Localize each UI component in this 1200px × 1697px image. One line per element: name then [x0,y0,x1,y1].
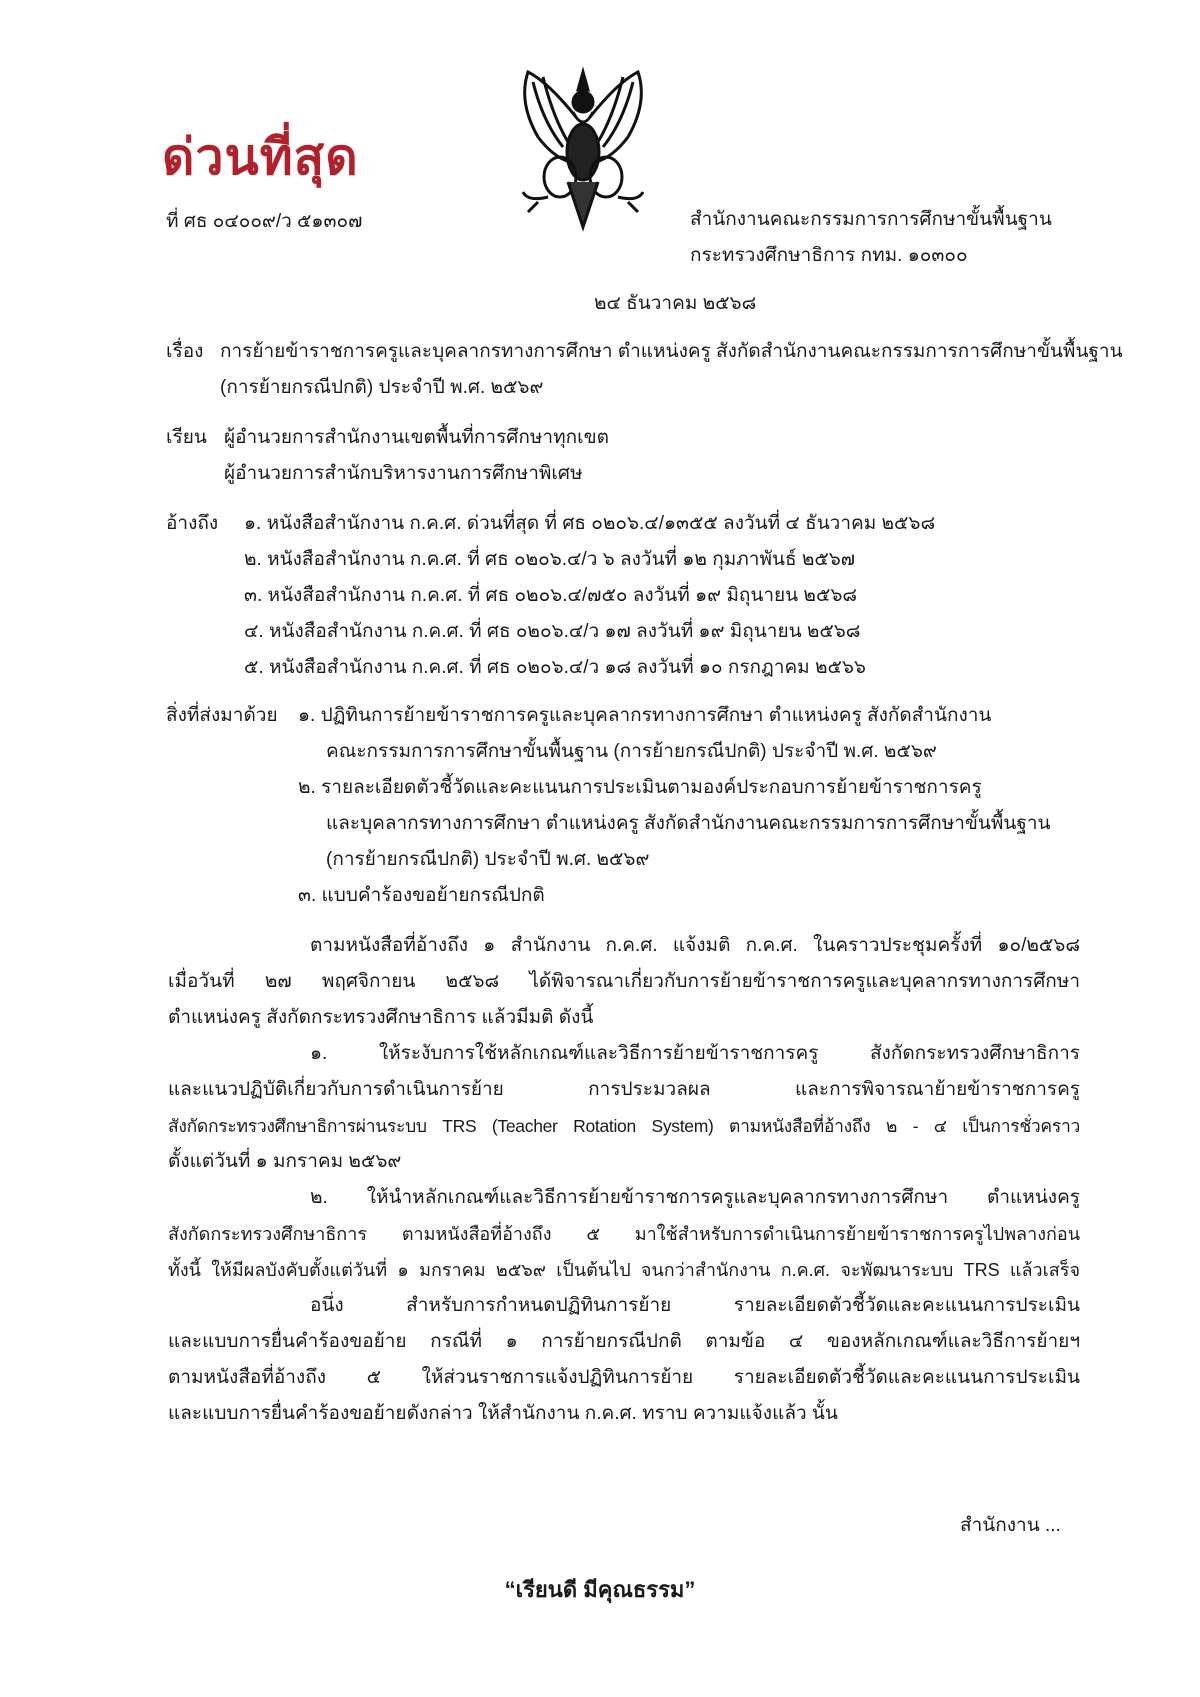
enclosure-line: ๑. ปฏิทินการย้ายข้าราชการครูและบุคลากรทางการศึกษา ตำแหน่งครู สังกัดสำนักงาน [298,705,992,726]
body-line: และแบบการยื่นคำร้องขอย้ายดังกล่าว ให้สำนักงาน ก.ค.ศ. ทราบ ความแจ้งแล้ว นั้น [168,1403,838,1424]
recipient-line: ผู้อำนวยการสำนักงานเขตพื้นที่การศึกษาทุกเขต [224,427,609,448]
enclosure-line: (การย้ายกรณีปกติ) ประจำปี พ.ศ. ๒๕๖๙ [326,849,650,870]
body-line: ตามหนังสือที่อ้างถึง ๕ ให้ส่วนราชการแจ้งปฏิทินการย้าย รายละเอียดตัวชี้วัดและคะแนนการประเมิน [168,1367,1080,1388]
continuation-marker: สำนักงาน ... [960,1515,1061,1536]
reference-item: ๕. หนังสือสำนักงาน ก.ค.ศ. ที่ ศธ ๐๒๐๖.๔/ว ๑๘ ลงวันที่ ๑๐ กรกฎาคม ๒๕๖๖ [244,657,866,678]
body-line: เมื่อวันที่ ๒๗ พฤศจิกายน ๒๕๖๘ ได้พิจารณาเกี่ยวกับการย้ายข้าราชการครูและบุคลากรทางการศึกษา [168,971,1080,992]
body-line: ตำแหน่งครู สังกัดกระทรวงศึกษาธิการ แล้วมีมติ ดังนี้ [168,1007,594,1028]
references-label: อ้างถึง [166,513,219,534]
reference-item: ๑. หนังสือสำนักงาน ก.ค.ศ. ด่วนที่สุด ที่ ศธ ๐๒๐๖.๔/๑๓๕๕ ลงวันที่ ๔ ธันวาคม ๒๕๖๘ [244,513,936,534]
body-line: ๒. ให้นำหลักเกณฑ์และวิธีการย้ายข้าราชการครูและบุคลากรทางการศึกษา ตำแหน่งครู [310,1187,1080,1208]
reference-item: ๔. หนังสือสำนักงาน ก.ค.ศ. ที่ ศธ ๐๒๐๖.๔/ว ๑๗ ลงวันที่ ๑๙ มิถุนายน ๒๕๖๘ [244,621,861,642]
office-name: สำนักงานคณะกรรมการการศึกษาขั้นพื้นฐาน [690,209,1052,230]
enclosure-line: และบุคลากรทางการศึกษา ตำแหน่งครู สังกัดสำนักงานคณะกรรมการการศึกษาขั้นพื้นฐาน [326,813,1051,834]
document-date: ๒๔ ธันวาคม ๒๕๖๘ [594,293,757,314]
enclosures-label: สิ่งที่ส่งมาด้วย [166,705,278,726]
body-line: ทั้งนี้ ให้มีผลบังคับตั้งแต่วันที่ ๑ มกราคม ๒๕๖๙ เป็นต้นไป จนกว่าสำนักงาน ก.ค.ศ. จะพัฒนาระบบ TRS แล้วเสร็จ [168,1260,1080,1280]
subject-line: การย้ายข้าราชการครูและบุคลากรทางการศึกษา ตำแหน่งครู สังกัดสำนักงานคณะกรรมการการศึกษาขั้นพื้นฐาน [220,341,1123,362]
reference-item: ๓. หนังสือสำนักงาน ก.ค.ศ. ที่ ศธ ๐๒๐๖.๔/๗๕๐ ลงวันที่ ๑๙ มิถุนายน ๒๕๖๘ [244,585,858,606]
document-number: ที่ ศธ ๐๔๐๐๙/ว ๕๑๓๐๗ [166,211,363,232]
subject-label: เรื่อง [166,341,204,362]
recipient-label: เรียน [166,427,207,448]
body-line: ๑. ให้ระงับการใช้หลักเกณฑ์และวิธีการย้ายข้าราชการครู สังกัดกระทรวงศึกษาธิการ [310,1043,1080,1064]
body-line: และแบบการยื่นคำร้องขอย้าย กรณีที่ ๑ การย้ายกรณีปกติ ตามข้อ ๔ ของหลักเกณฑ์และวิธีการย้ายฯ [168,1331,1080,1352]
body-line: ตั้งแต่วันที่ ๑ มกราคม ๒๕๖๙ [168,1151,402,1172]
body-line: อนึ่ง สำหรับการกำหนดปฏิทินการย้าย รายละเอียดตัวชี้วัดและคะแนนการประเมิน [310,1295,1080,1316]
office-address: กระทรวงศึกษาธิการ กทม. ๑๐๓๐๐ [690,245,968,266]
urgency-stamp: ด่วนที่สุด [162,129,359,185]
subject-line: (การย้ายกรณีปกติ) ประจำปี พ.ศ. ๒๕๖๙ [220,377,544,398]
recipient-line: ผู้อำนวยการสำนักบริหารงานการศึกษาพิเศษ [224,463,583,484]
motto: “เรียนดี มีคุณธรรม” [504,1577,696,1602]
garuda-emblem-icon [508,62,658,232]
body-line: สังกัดกระทรวงศึกษาธิการผ่านระบบ TRS (Teacher Rotation System) ตามหนังสือที่อ้างถึง ๒ - ๔ เป็นการชั่วคราว [168,1116,1080,1136]
enclosure-line: ๓. แบบคำร้องขอย้ายกรณีปกติ [298,885,545,906]
body-line: และแนวปฏิบัติเกี่ยวกับการดำเนินการย้าย การประมวลผล และการพิจารณาย้ายข้าราชการครู [168,1079,1080,1100]
enclosure-line: คณะกรรมการการศึกษาขั้นพื้นฐาน (การย้ายกรณีปกติ) ประจำปี พ.ศ. ๒๕๖๙ [326,741,937,762]
enclosure-line: ๒. รายละเอียดตัวชี้วัดและคะแนนการประเมินตามองค์ประกอบการย้ายข้าราชการครู [298,777,982,798]
reference-item: ๒. หนังสือสำนักงาน ก.ค.ศ. ที่ ศธ ๐๒๐๖.๔/ว ๖ ลงวันที่ ๑๒ กุมภาพันธ์ ๒๕๖๗ [244,549,856,570]
body-line: สังกัดกระทรวงศึกษาธิการ ตามหนังสือที่อ้างถึง ๕ มาใช้สำหรับการดำเนินการย้ายข้าราชการครูไปพลางก่อน [168,1224,1080,1244]
body-line: ตามหนังสือที่อ้างถึง ๑ สำนักงาน ก.ค.ศ. แจ้งมติ ก.ค.ศ. ในคราวประชุมครั้งที่ ๑๐/๒๕๖๘ [310,935,1080,956]
